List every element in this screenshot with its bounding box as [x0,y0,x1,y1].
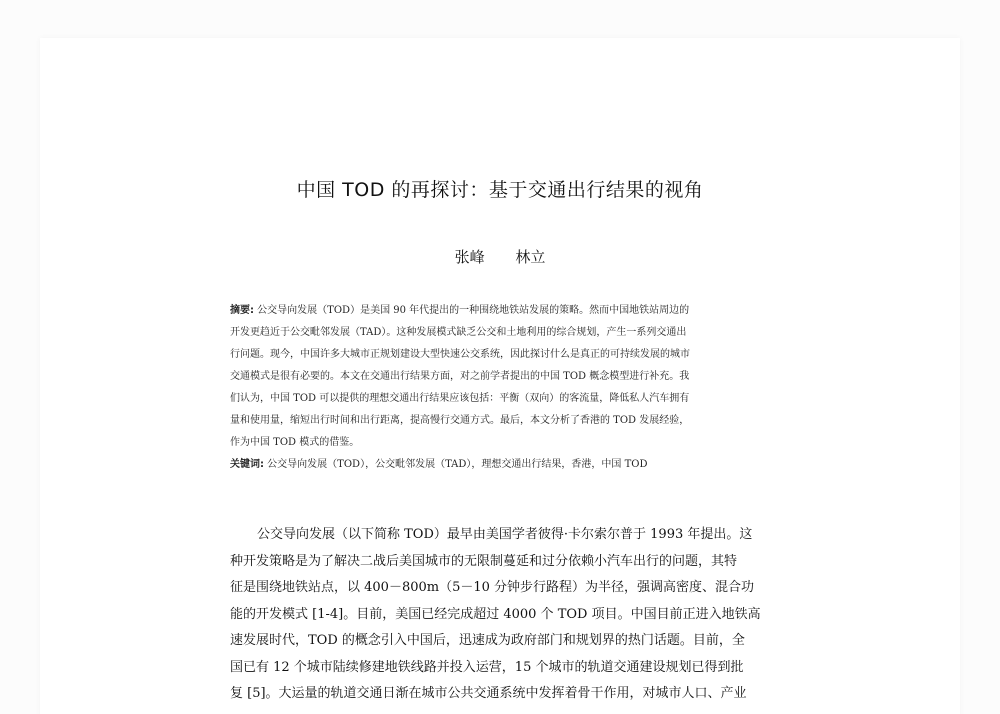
abstract-line: 交通模式是很有必要的。本文在交通出行结果方面，对之前学者提出的中国 TOD 概念模型进行补充。我 [230,371,690,382]
abstract-line: 行问题。现今，中国许多大城市正规划建设大型快速公交系统，因此探讨什么是真正的可持续发展的城市 [230,349,690,360]
abstract-line: 量和使用量，缩短出行时间和出行距离，提高慢行交通方式。最后，本文分析了香港的 TOD 发展经验， [230,415,690,426]
keywords-label: 关键词: [230,459,264,470]
paper-title: 中国 TOD 的再探讨：基于交通出行结果的视角 [296,179,704,201]
body-line: 速发展时代，TOD 的概念引入中国后，迅速成为政府部门和规划界的热门话题。目前，全 [230,633,745,648]
body-line: 种开发策略是为了解决二战后美国城市的无限制蔓延和过分依赖小汽车出行的问题，其特 [230,553,738,569]
body-line: 复 [5]。大运量的轨道交通日渐在城市公共交通系统中发挥着骨干作用，对城市人口、产业 [230,686,747,701]
author-name: 林立 [515,248,546,266]
body-line: 公交导向发展（以下简称 TOD）最早由美国学者彼得·卡尔索尔普于 1993 年提出。这 [257,527,753,542]
abstract-line: 们认为，中国 TOD 可以提供的理想交通出行结果应该包括：平衡（双向）的客流量，降低私人汽车拥有 [230,393,690,404]
abstract [230,300,775,476]
keywords-line [230,454,775,476]
document-page [40,38,960,714]
abstract-label: 摘要: [230,305,254,316]
author-list [40,246,960,267]
keywords-text: 公交导向发展（TOD），公交毗邻发展（TAD），理想交通出行结果，香港，中国 TOD [264,459,648,470]
abstract-text: 公交导向发展（TOD）是美国 90 年代提出的一种围绕地铁站发展的策略。然而中国地铁站周边的 [254,305,690,316]
abstract-line: 作为中国 TOD 模式的借鉴。 [230,437,360,448]
abstract-line: 开发更趋近于公交毗邻发展（TAD）。这种发展模式缺乏公交和土地利用的综合规划，产生一系列交通出 [230,327,687,338]
body-line: 征是围绕地铁站点，以 400－800m（5－10 分钟步行路程）为半径，强调高密度、混合功 [230,580,755,595]
body-paragraph [230,522,778,708]
body-line: 能的开发模式 [1-4]。目前，美国已经完成超过 4000 个 TOD 项目。中国目前正进入地铁高 [230,606,761,622]
author-name: 张峰 [454,248,485,266]
abstract-line [230,300,775,322]
body-line: 国已有 12 个城市陆续修建地铁线路并投入运营，15 个城市的轨道交通建设规划已得到批 [230,659,744,675]
